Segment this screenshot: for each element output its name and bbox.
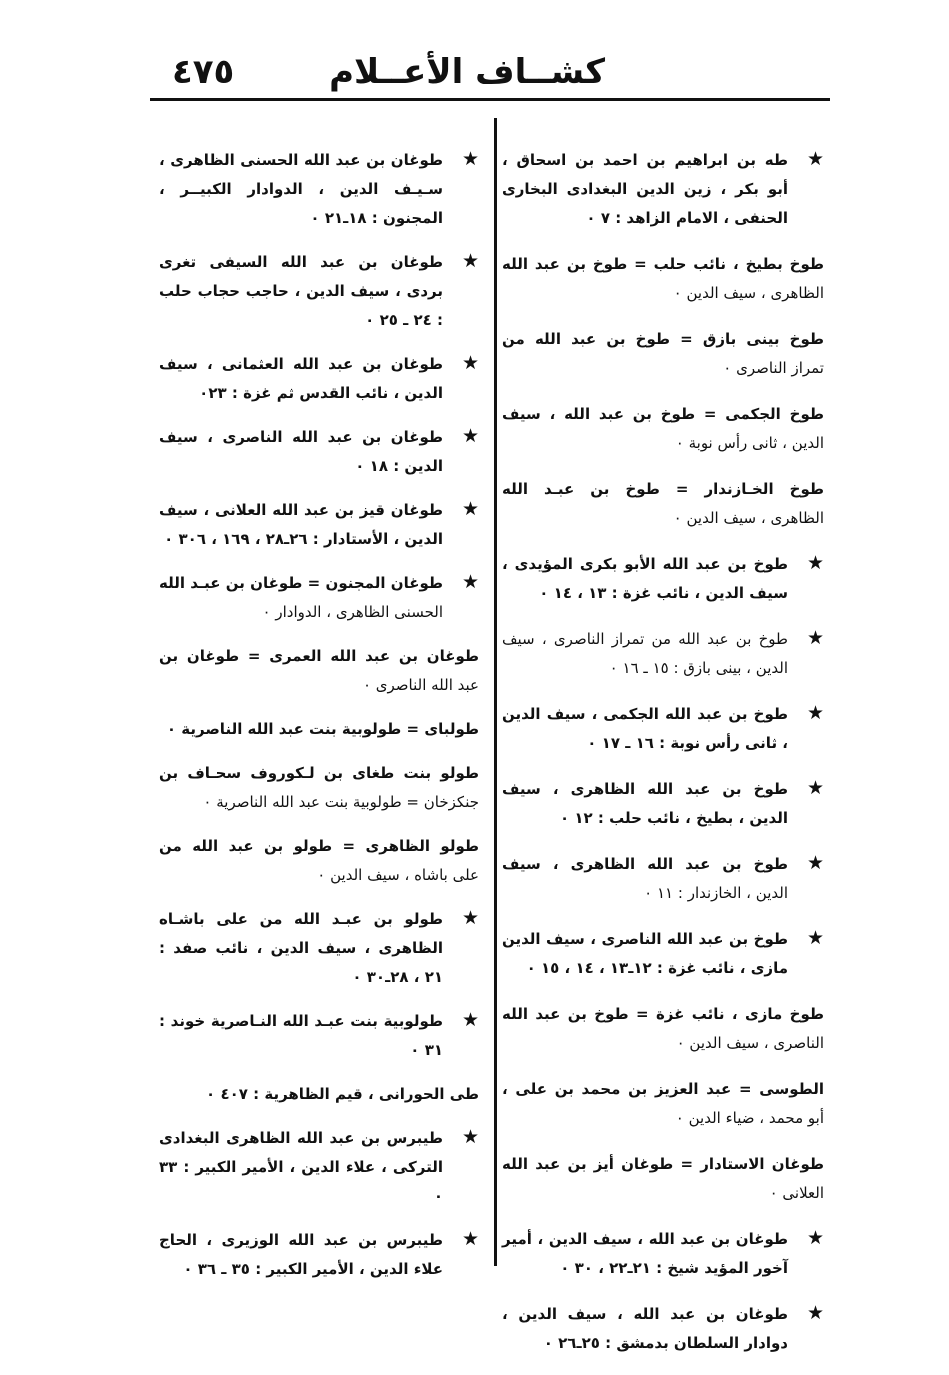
star-icon: ★ <box>806 1302 824 1324</box>
index-entry-text: طوخ بن عبد الله الناصرى ، سيف الدين مازى ، نائب غزة : ١٢ـ١٣ ، ١٤ ، ١٥ ٠ <box>502 930 788 977</box>
index-entry <box>502 550 824 608</box>
page-title: كشــاف الأعــلام <box>329 52 605 92</box>
index-entry <box>159 642 479 700</box>
index-entry-text: طوغان بن عبد الله ، سيف الدين ، أمير آخور المؤيد شيخ : ٢١ـ٢٢ ، ٣٠ ٠ <box>502 1230 788 1277</box>
index-entry <box>502 1150 824 1208</box>
index-entry <box>502 475 824 533</box>
index-entry-text: طيبرس بن عبد الله الوزيرى ، الحاج علاء الدين ، الأمير الكبير : ٣٥ ـ ٣٦ ٠ <box>159 1231 443 1278</box>
index-entry <box>502 775 824 833</box>
index-entry-text: طوغان بن عبد الله السيفى تغرى بردى ، سيف الدين ، حاجب حجاب حلب : ٢٤ ـ ٢٥ ٠ <box>159 253 443 329</box>
index-entry <box>159 759 479 817</box>
index-entry-text: طوخ بينى بازق = طوخ بن عبد الله من تمراز الناصرى ٠ <box>502 330 824 377</box>
star-icon: ★ <box>461 498 479 520</box>
star-icon: ★ <box>806 552 824 574</box>
index-entry <box>502 1000 824 1058</box>
star-icon: ★ <box>461 250 479 272</box>
header-rule <box>150 98 830 101</box>
index-entry-text: طولباى = طولوبية بنت عبد الله الناصرية ٠ <box>166 720 479 738</box>
star-icon: ★ <box>806 148 824 170</box>
index-entry <box>502 625 824 683</box>
star-icon: ★ <box>461 425 479 447</box>
column-divider <box>494 118 497 1266</box>
star-icon: ★ <box>461 352 479 374</box>
index-entry <box>502 1300 824 1358</box>
index-entry <box>159 248 479 335</box>
index-entry <box>502 146 824 233</box>
star-icon: ★ <box>461 1228 479 1250</box>
star-icon: ★ <box>461 1009 479 1031</box>
index-entry-text: طوخ بن عبد الله الأبو بكرى المؤيدى ، سيف الدين ، نائب غزة : ١٣ ، ١٤ ٠ <box>502 555 788 602</box>
index-entry <box>159 1080 479 1109</box>
index-entry <box>159 1124 479 1211</box>
star-icon: ★ <box>806 852 824 874</box>
index-entry <box>502 250 824 308</box>
star-icon: ★ <box>461 571 479 593</box>
index-entry <box>159 1226 479 1284</box>
star-icon: ★ <box>806 1227 824 1249</box>
index-entry-text: طوغان الاستادار = طوغان أيز بن عبد الله العلانى ٠ <box>502 1155 824 1202</box>
star-icon: ★ <box>806 702 824 724</box>
star-icon: ★ <box>461 907 479 929</box>
index-entry-text: طيبرس بن عبد الله الظاهرى البغدادى التركى ، علاء الدين ، الأمير الكبير : ٣٣ ٠ <box>159 1129 443 1205</box>
index-entry <box>159 715 479 744</box>
index-entry-text: طوغان بن عبد الله العثمانى ، سيف الدين ، نائب القدس ثم غزة : ٠٢٣ <box>159 355 443 402</box>
page-header <box>150 48 830 98</box>
index-entry-text: طوخ بن عبد الله من تمراز الناصرى ، سيف الدين ، بينى بازق : ١٥ ـ ١٦ ٠ <box>502 630 788 677</box>
star-icon: ★ <box>806 777 824 799</box>
index-entry <box>159 423 479 481</box>
index-entry-text: طوغان بن عبد الله ، سيف الدين ، دوادار السلطان بدمشق : ٢٥ـ٢٦ ٠ <box>502 1305 788 1352</box>
index-entry-text: طوغان المجنون = طوغان بن عبـد الله الحسنى الظاهرى ، الدوادار ٠ <box>159 574 443 621</box>
index-entry-text: طوخ بن عبد الله الظاهرى ، سيف الدين ، بطيخ ، نائب حلب : ١٢ ٠ <box>502 780 788 827</box>
index-entry-text: طولو بنت طغاى بن لـكوروف سحـاف بن جنكزخان = طولوبية بنت عبد الله الناصرية ٠ <box>159 764 479 811</box>
index-entry-text: الطوسى = عبد العزيز بن محمد بن على ، أبو محمد ، ضياء الدين ٠ <box>502 1080 824 1127</box>
index-entry-text: طوخ بن عبد الله الجكمى ، سيف الدين ، ثانى رأس نوبة : ١٦ ـ ١٧ ٠ <box>502 705 788 752</box>
index-column-right <box>502 146 824 1375</box>
index-entry-text: طوخ بطيخ ، نائب حلب = طوخ بن عبد الله الظاهرى ، سيف الدين ٠ <box>502 255 824 302</box>
index-entry-text: طوخ الخـازندار = طوخ بن عبـد الله الظاهرى ، سيف الدين ٠ <box>502 480 824 527</box>
index-entry-text: طولوبية بنت عبـد الله النـاصرية خوند : ٣١ ٠ <box>159 1012 443 1059</box>
page-number: ٤٧٥ <box>172 52 235 92</box>
index-entry-text: طولو بن عبـد الله من على باشـاه الظاهرى ، سيف الدين ، نائب صفد : ٢١ ، ٢٨ـ٣٠ ٠ <box>159 910 443 986</box>
index-entry <box>502 700 824 758</box>
index-entry-text: طوغان قيز بن عبد الله العلانى ، سيف الدين ، الأستادار : ٢٦ـ٢٨ ، ١٦٩ ، ٣٠٦ ٠ <box>159 501 443 548</box>
index-entry <box>159 496 479 554</box>
index-entry <box>159 905 479 992</box>
star-icon: ★ <box>461 148 479 170</box>
index-entry <box>159 146 479 233</box>
star-icon: ★ <box>806 627 824 649</box>
index-entry <box>502 925 824 983</box>
star-icon: ★ <box>806 927 824 949</box>
index-entry <box>502 1225 824 1283</box>
index-entry <box>502 325 824 383</box>
index-entry-text: طوخ الجكمى = طوخ بن عبد الله ، سيف الدين ، ثانى رأس نوبة ٠ <box>502 405 824 452</box>
index-entry-text: طوغان بن عبد الله الناصرى ، سيف الدين : ١٨ ٠ <box>159 428 443 475</box>
index-entry-text: طوغان بن عبد الله الحسنى الظاهرى ، سـيـف الدين ، الدوادار الكبيــر ، المجنون : ١٨ـ٢١ ٠ <box>159 151 443 227</box>
index-entry <box>159 1007 479 1065</box>
index-entry-text: طه بن ابراهيم بن احمد بن اسحاق ، أبو بكر ، زين الدين البغدادى البخارى الحنفى ، الامام الزاهد : ٧ ٠ <box>502 151 788 227</box>
star-icon: ★ <box>461 1126 479 1148</box>
index-entry-text: طى الحورانى ، قيم الظاهرية : ٤٠٧ ٠ <box>206 1085 479 1103</box>
index-entry-text: طولو الظاهرى = طولو بن عبد الله من على باشاه ، سيف الدين ٠ <box>159 837 479 884</box>
index-entry-text: طوخ مازى ، نائب غزة = طوخ بن عبد الله الناصرى ، سيف الدين ٠ <box>502 1005 824 1052</box>
index-entry-text: طوخ بن عبد الله الظاهرى ، سيف الدين ، الخازندار : ١١ ٠ <box>502 855 788 902</box>
index-entry <box>159 350 479 408</box>
index-entry-text: طوغان بن عبد الله العمرى = طوغان بن عبد الله الناصرى ٠ <box>159 647 479 694</box>
index-entry <box>159 569 479 627</box>
index-entry <box>159 832 479 890</box>
index-column-left <box>159 146 479 1299</box>
index-entry <box>502 400 824 458</box>
index-entry <box>502 1075 824 1133</box>
index-entry <box>502 850 824 908</box>
